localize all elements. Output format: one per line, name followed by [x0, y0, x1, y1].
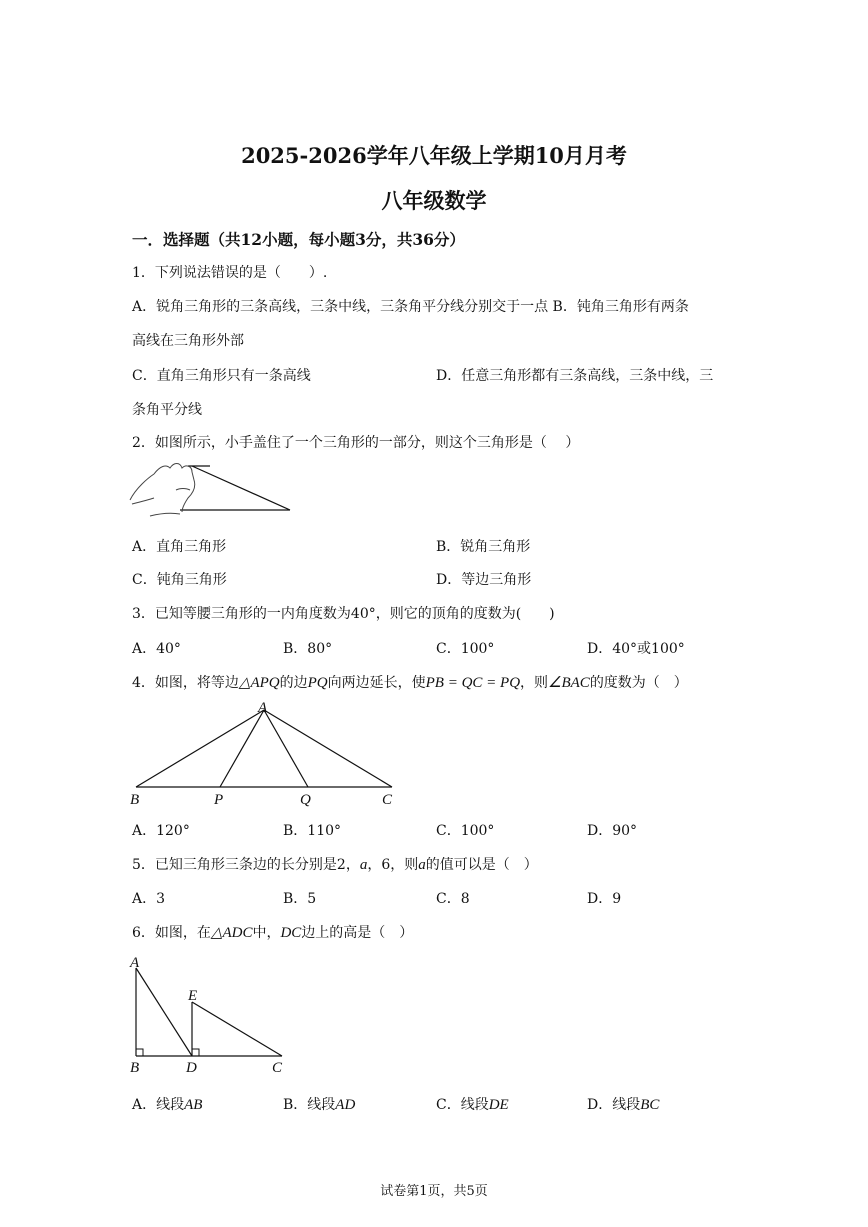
- question-6-option-c: [436, 1094, 509, 1114]
- segment-ac: [264, 710, 392, 787]
- question-3-option-c: C．100°: [436, 641, 495, 657]
- question-1-option-d-continued: 条角平分线: [132, 402, 202, 418]
- segment-ad-symbol: AD: [335, 1097, 356, 1113]
- vertex-label-a: A: [258, 700, 268, 716]
- question-6-option-a: [132, 1094, 202, 1114]
- question-1-option-a: A．锐角三角形的三条高线，三条中线，三条角平分线分别交于一点 B．钝角三角形有两条: [132, 299, 689, 315]
- segment-aq: [264, 710, 308, 787]
- question-4-option-d: D．90°: [587, 823, 638, 839]
- question-5-option-b: B．5: [283, 891, 317, 907]
- segment-ab: [136, 710, 264, 787]
- triangle-apq-symbol: △APQ: [238, 675, 280, 691]
- question-6-stem-part: 边上的高是（ ）: [301, 925, 414, 941]
- question-1-option-a-continued: 高线在三角形外部: [132, 333, 244, 349]
- section-heading: 一．选择题（共12小题，每小题3分，共36分）: [132, 230, 465, 249]
- question-6-stem: [132, 922, 413, 942]
- question-1-stem: 1．下列说法错误的是（ ）.: [132, 265, 328, 281]
- question-2-option-a: A．直角三角形: [132, 539, 227, 555]
- question-4-stem-part: 向两边延长，使: [327, 675, 426, 691]
- question-5-stem-part: 5．已知三角形三条边的长分别是2，: [132, 857, 360, 873]
- option-prefix: D．线段: [587, 1097, 641, 1113]
- equation-pb-qc-pq: PB = QC = PQ: [425, 675, 521, 691]
- question-5-option-d: D．9: [587, 891, 622, 907]
- question-2-option-d: D．等边三角形: [436, 572, 532, 588]
- question-2-stem: 2．如图所示，小手盖住了一个三角形的一部分，则这个三角形是（ ）: [132, 435, 580, 451]
- question-4-stem-part: ，则: [520, 675, 549, 691]
- segment-ad: [136, 968, 192, 1056]
- triangle-side: [192, 466, 290, 510]
- question-1-option-d: D．任意三角形都有三条高线，三条中线，三: [436, 368, 714, 384]
- vertex-label-c: C: [272, 1060, 283, 1076]
- option-prefix: C．线段: [436, 1097, 489, 1113]
- question-3-option-d: D．40°或100°: [587, 641, 685, 657]
- right-angle-mark-d: [192, 1049, 199, 1056]
- question-4-option-a: A．120°: [132, 823, 190, 839]
- angle-bac-symbol: ∠BAC: [548, 675, 590, 691]
- question-5-stem-part: 的值可以是（ ）: [425, 857, 538, 873]
- question-4-stem-part: 4．如图，将等边: [132, 675, 239, 691]
- question-6-stem-part: 中，: [252, 925, 281, 941]
- exam-subtitle: 八年级数学: [381, 188, 487, 213]
- vertex-label-b: B: [130, 792, 140, 808]
- question-5-stem: [132, 854, 538, 874]
- question-1-option-c: C．直角三角形只有一条高线: [132, 368, 311, 384]
- triangle-adc-symbol: △ADC: [210, 925, 253, 941]
- question-4-stem-part: 的度数为（ ）: [589, 675, 688, 691]
- question-5-option-c: C．8: [436, 891, 470, 907]
- vertex-label-e: E: [188, 988, 198, 1004]
- vertex-label-c: C: [382, 792, 393, 808]
- vertex-label-p: P: [214, 792, 224, 808]
- right-angle-mark-b: [136, 1049, 143, 1056]
- vertex-label-q: Q: [300, 792, 311, 808]
- vertex-label-a: A: [130, 955, 140, 971]
- page-footer: 试卷第1页，共5页: [380, 1184, 488, 1199]
- option-prefix: A．线段: [132, 1097, 185, 1113]
- vertex-label-d: D: [186, 1060, 197, 1076]
- segment-ec: [192, 1002, 282, 1056]
- question-3-option-b: B．80°: [283, 641, 333, 657]
- hand-covered-triangle-figure: [126, 458, 296, 520]
- extended-triangle-figure: [124, 696, 404, 808]
- question-5-option-a: A．3: [132, 891, 166, 907]
- right-triangle-figure: [126, 950, 296, 1078]
- option-prefix: B．线段: [283, 1097, 336, 1113]
- question-4-option-b: B．110°: [283, 823, 342, 839]
- segment-dc-symbol: DC: [280, 925, 302, 941]
- segment-ab-symbol: AB: [184, 1097, 203, 1113]
- segment-de-symbol: DE: [488, 1097, 509, 1113]
- question-4-option-c: C．100°: [436, 823, 495, 839]
- hand-icon: [130, 464, 195, 517]
- question-4-stem-part: 的边: [279, 675, 308, 691]
- question-3-stem: 3．已知等腰三角形的一内角度数为40°，则它的顶角的度数为( ): [132, 606, 555, 622]
- question-4-stem: [132, 672, 688, 692]
- segment-bc-symbol: BC: [640, 1097, 660, 1113]
- question-6-stem-part: 6．如图，在: [132, 925, 211, 941]
- question-2-option-c: C．钝角三角形: [132, 572, 227, 588]
- segment-pq-symbol: PQ: [307, 675, 328, 691]
- segment-ap: [220, 710, 264, 787]
- question-3-option-a: A．40°: [132, 641, 181, 657]
- vertex-label-b: B: [130, 1060, 140, 1076]
- variable-a: a: [359, 857, 368, 873]
- question-2-option-b: B．锐角三角形: [436, 539, 531, 555]
- question-5-stem-part: ，6，则: [367, 857, 419, 873]
- exam-title: 2025-2026学年八年级上学期10月月考: [241, 143, 627, 168]
- question-6-option-b: [283, 1094, 355, 1114]
- variable-a: a: [418, 857, 426, 873]
- question-6-option-d: [587, 1094, 659, 1114]
